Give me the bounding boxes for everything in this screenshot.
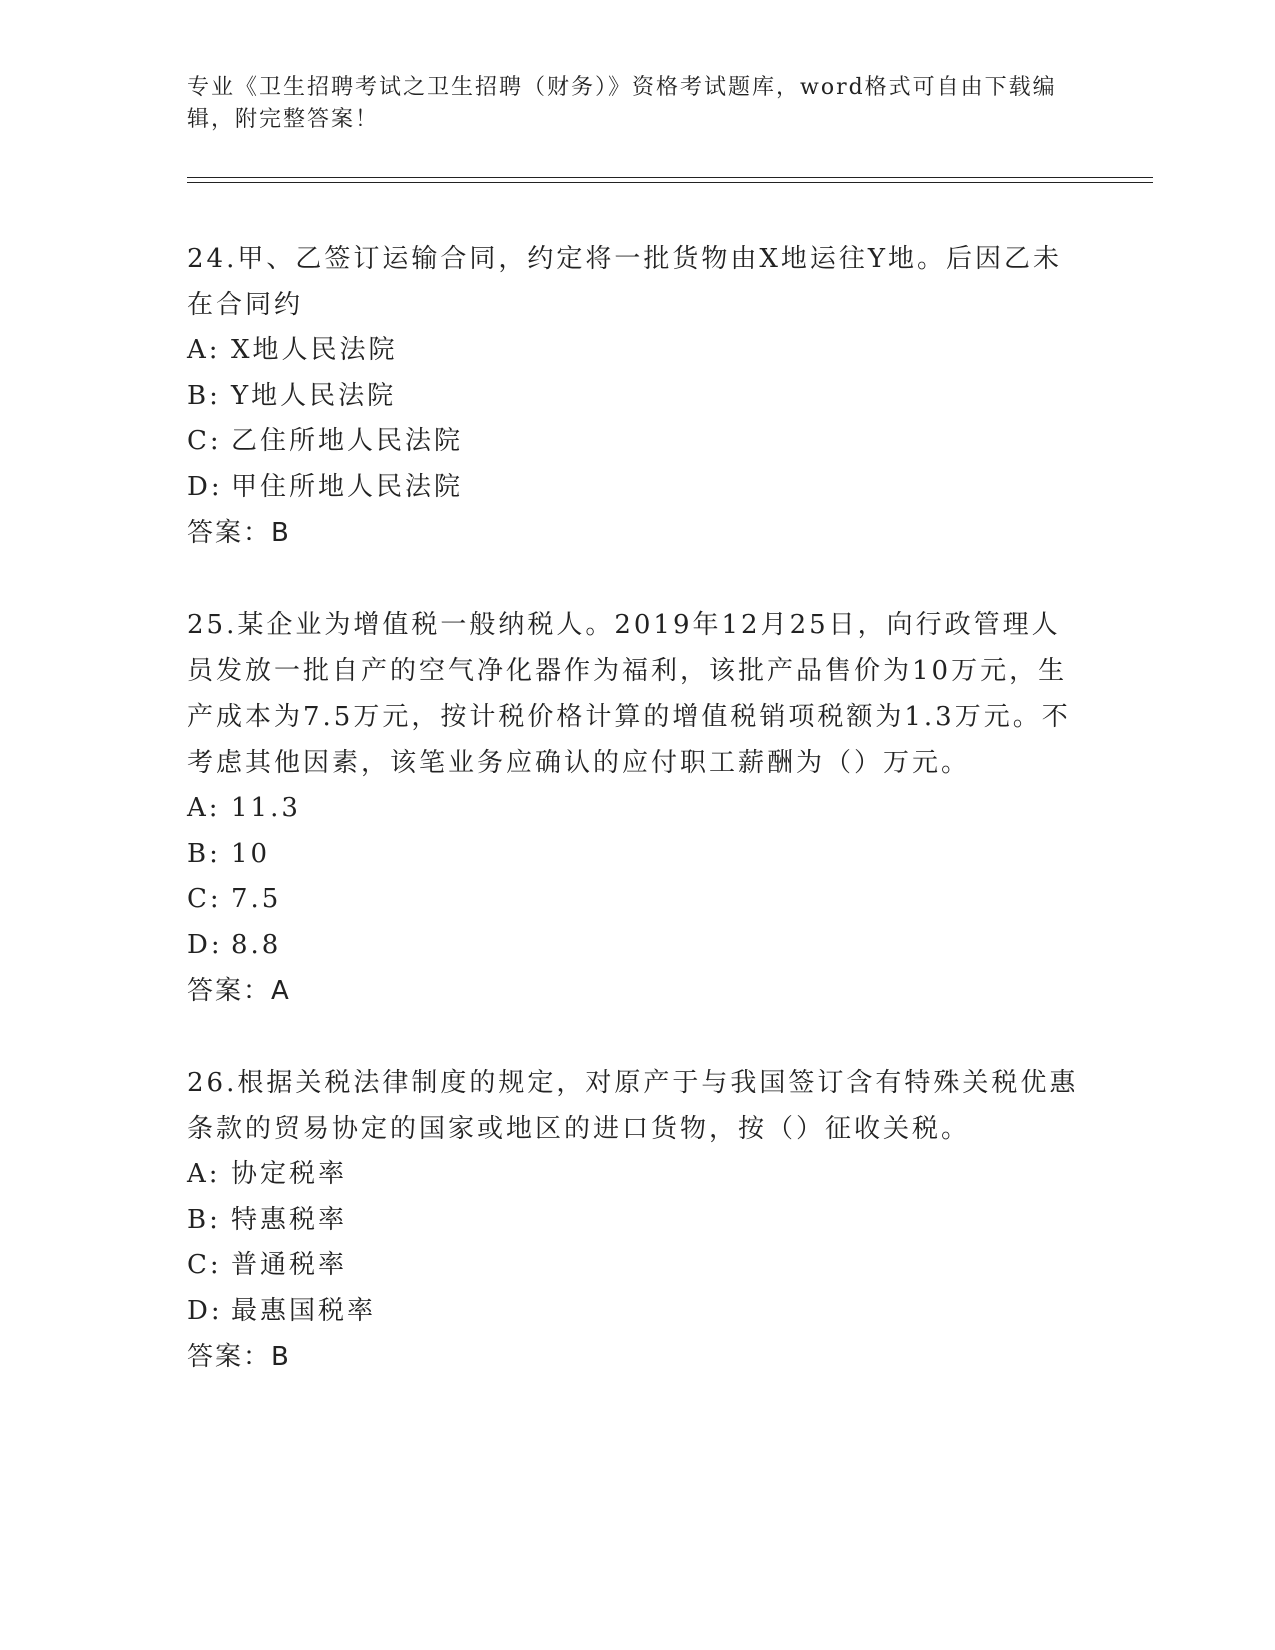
option-c <box>187 1243 1087 1289</box>
option-letter: B: <box>187 838 221 869</box>
option-d <box>187 465 1087 511</box>
option-text: 普通税率 <box>231 1250 348 1280</box>
answer-line: 答案：B <box>187 1342 291 1372</box>
option-b <box>187 374 1087 420</box>
option-text: 乙住所地人民法院 <box>231 426 464 456</box>
option-a <box>187 1152 1087 1198</box>
document-header <box>187 72 1087 136</box>
option-letter: D: <box>187 471 223 502</box>
answer-line: 答案：A <box>187 976 291 1006</box>
answer-line: 答案：B <box>187 518 291 548</box>
question-stem: 26.根据关税法律制度的规定，对原产于与我国签订含有特殊关税优惠条款的贸易协定的国家或地区的进口货物，按（）征收关税。 <box>187 1068 1079 1144</box>
question-24 <box>187 236 1087 556</box>
option-text: 特惠税率 <box>231 1204 348 1235</box>
option-letter: D: <box>187 929 223 960</box>
option-text: 甲住所地人民法院 <box>231 471 464 502</box>
header-divider-top <box>187 177 1153 178</box>
option-c <box>187 419 1087 465</box>
option-b <box>187 1198 1087 1244</box>
option-text: 7.5 <box>231 884 282 914</box>
option-letter: C: <box>187 884 222 914</box>
option-letter: D: <box>187 1295 223 1326</box>
option-letter: C: <box>187 426 222 456</box>
option-letter: B: <box>187 1204 221 1235</box>
header-intro-text: 专业《卫生招聘考试之卫生招聘（财务）》资格考试题库，word格式可自由下载编辑，附完整答案！ <box>187 75 1057 132</box>
question-26 <box>187 1060 1087 1380</box>
option-text: 11.3 <box>231 793 301 823</box>
option-text: 10 <box>231 838 271 869</box>
question-stem: 25.某企业为增值税一般纳税人。2019年12月25日，向行政管理人员发放一批自产的空气净化器作为福利，该批产品售价为10万元，生产成本为7.5万元，按计税价格计算的增值税销项税额为1.3万元。不考虑其他因素，该笔业务应确认的应付职工薪酬为（）万元。 <box>187 610 1071 778</box>
option-b <box>187 832 1087 878</box>
header-divider-bottom <box>187 182 1153 183</box>
question-25 <box>187 602 1087 1014</box>
option-d <box>187 1289 1087 1335</box>
option-text: 协定税率 <box>231 1159 348 1189</box>
option-c <box>187 877 1087 923</box>
option-text: Y地人民法院 <box>231 380 397 411</box>
question-list <box>187 236 1087 1426</box>
option-text: 最惠国税率 <box>231 1295 377 1326</box>
option-text: X地人民法院 <box>231 335 398 365</box>
option-letter: A: <box>187 1159 221 1189</box>
option-letter: B: <box>187 380 221 411</box>
option-d <box>187 923 1087 969</box>
option-a <box>187 786 1087 832</box>
question-stem: 24.甲、乙签订运输合同，约定将一批货物由X地运往Y地。后因乙未在合同约 <box>187 244 1063 320</box>
option-letter: A: <box>187 335 221 365</box>
option-a <box>187 328 1087 374</box>
option-text: 8.8 <box>231 929 282 960</box>
option-letter: C: <box>187 1250 222 1280</box>
option-letter: A: <box>187 793 221 823</box>
